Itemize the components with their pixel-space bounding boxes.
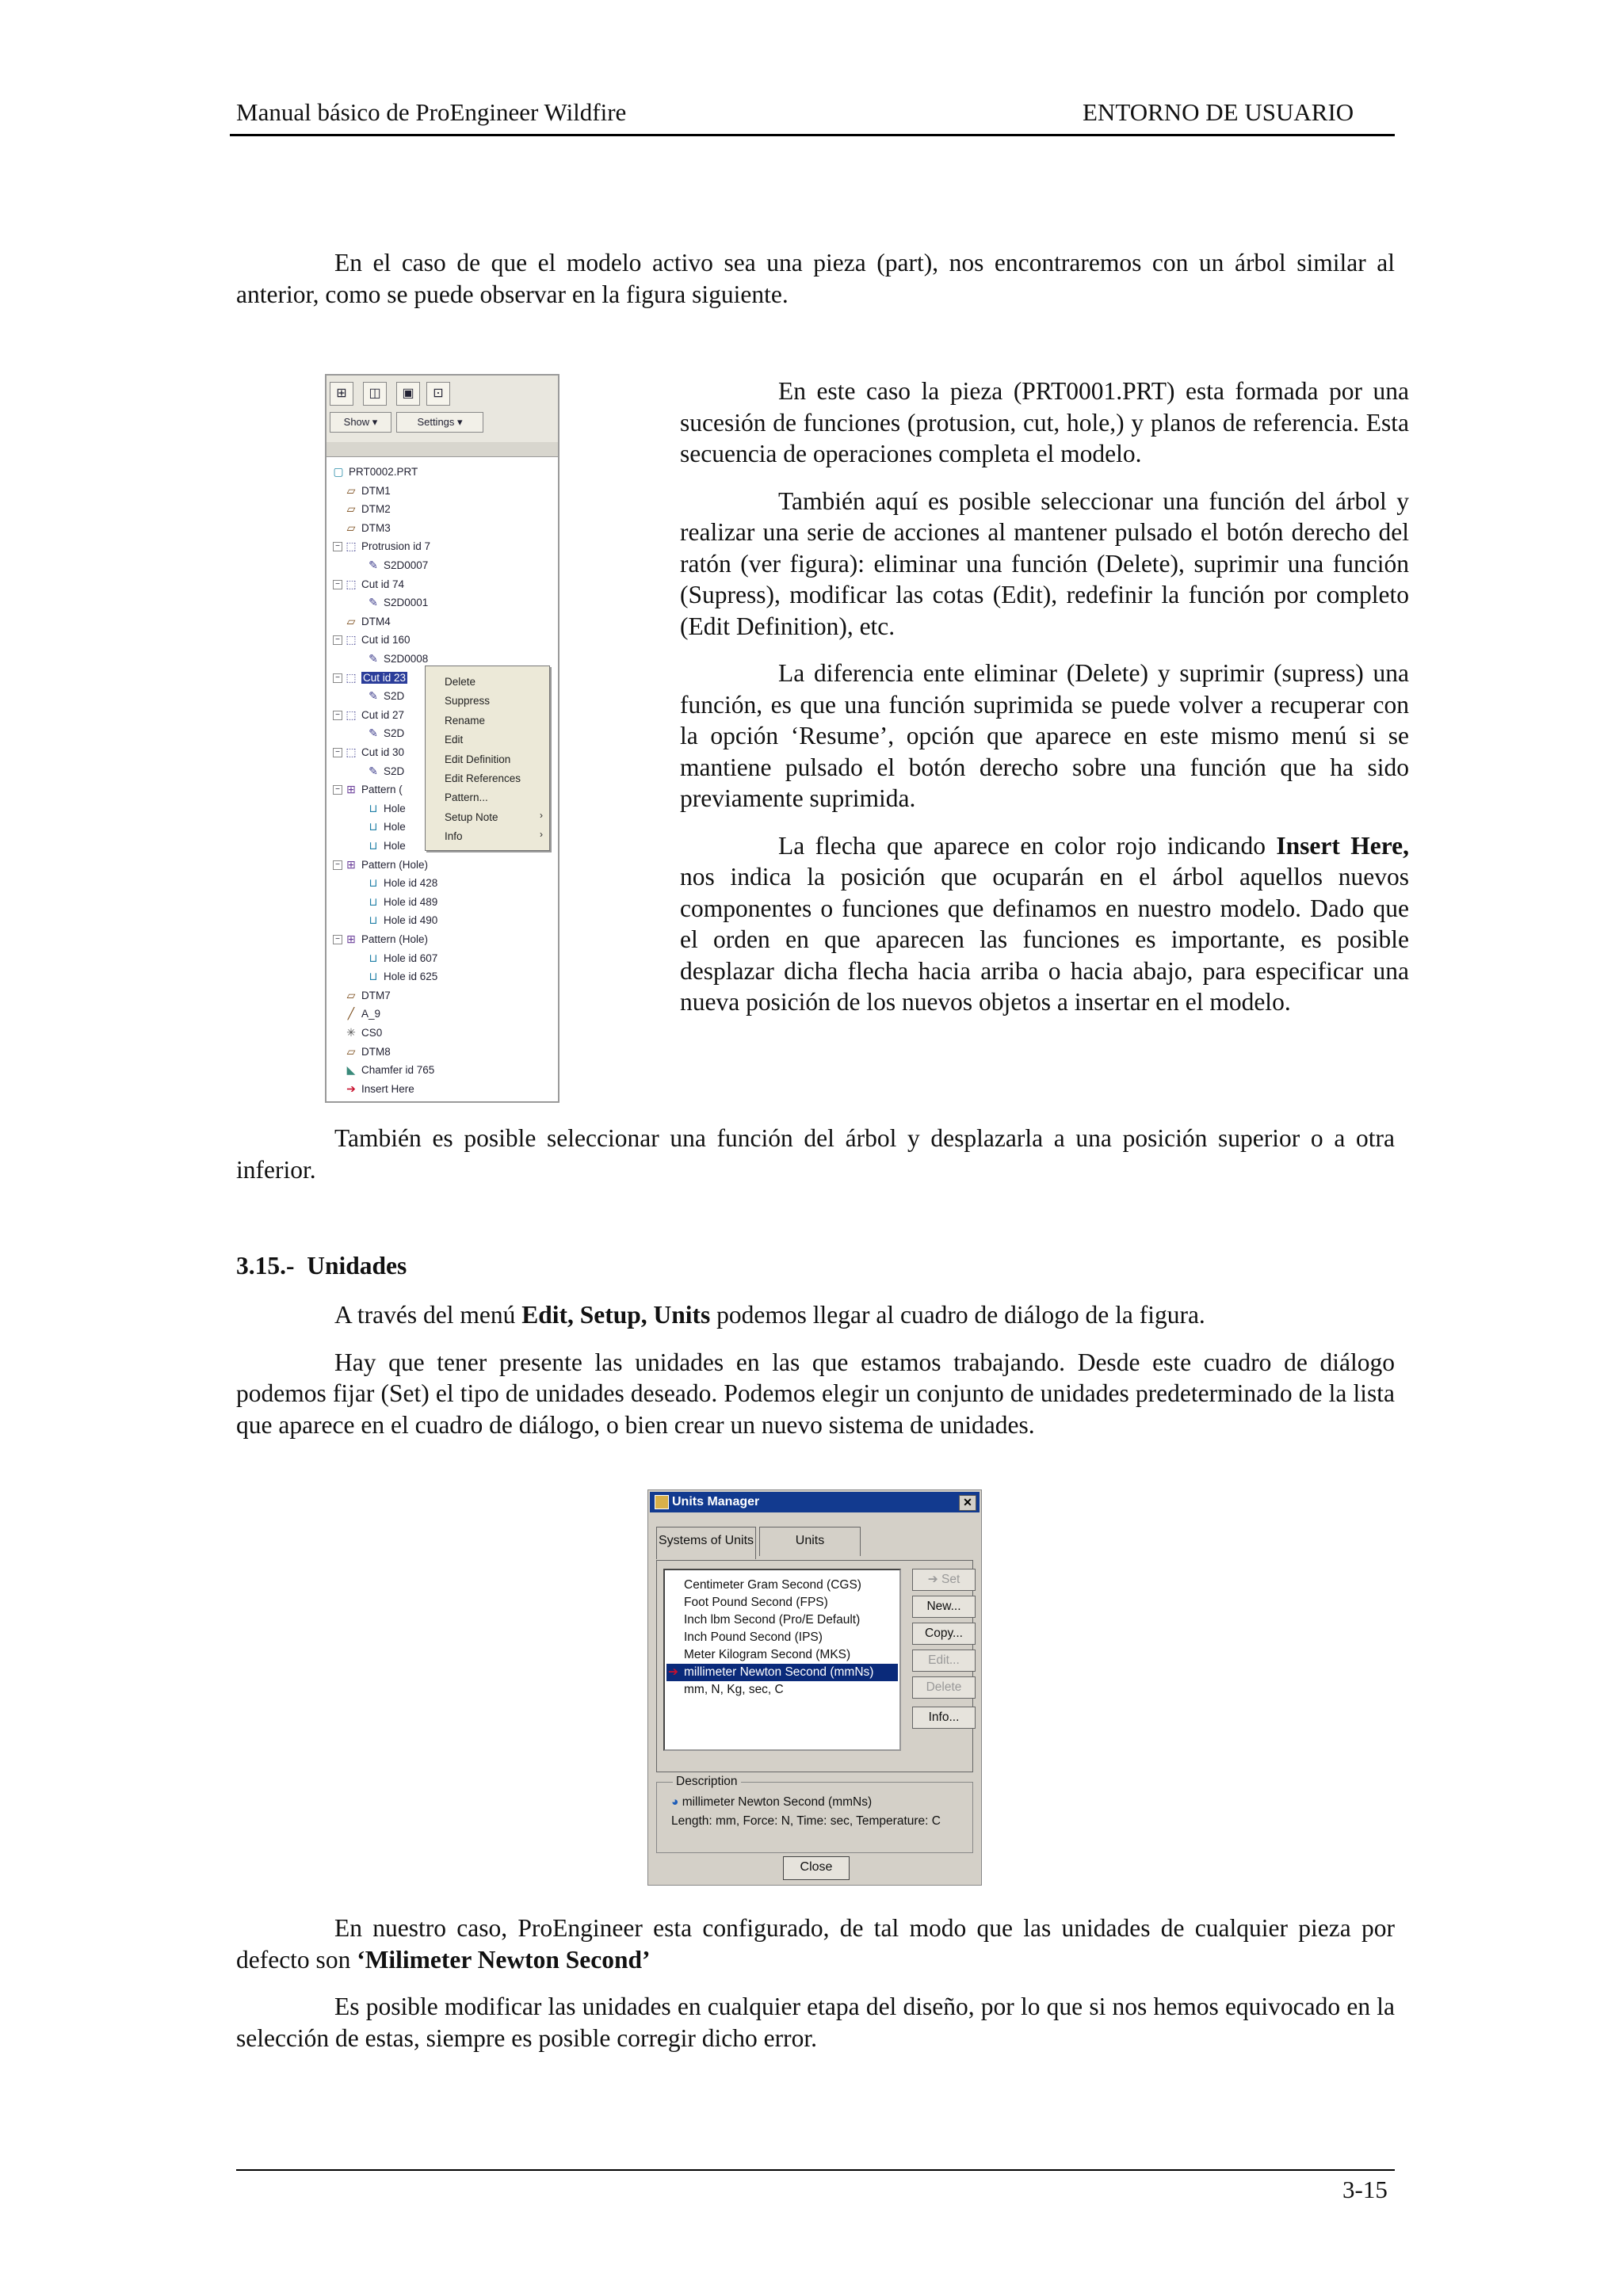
tree-item-label: S2D0001 <box>384 597 429 609</box>
filter-icon[interactable]: ⊡ <box>426 382 450 406</box>
tree-item[interactable] <box>366 874 437 891</box>
cut-icon: ⬚ <box>346 746 357 758</box>
button-label: Copy... <box>925 1627 963 1640</box>
tree-item-label: Hole id 625 <box>384 971 438 983</box>
tree-item[interactable] <box>366 762 404 780</box>
units-system-label: Inch Pound Second (IPS) <box>684 1630 823 1644</box>
datum-plane-icon: ▱ <box>346 614 356 627</box>
delete-button[interactable] <box>912 1676 976 1699</box>
units-paragraph-1: A través del menú Edit, Setup, Units podemos llegar al cuadro de diálogo de la figura. <box>334 1301 1205 1329</box>
tree-item-label: Cut id 74 <box>361 578 405 590</box>
hole-icon: ⊔ <box>369 839 378 852</box>
copy-button[interactable] <box>912 1623 976 1645</box>
units-system-item[interactable] <box>666 1664 898 1681</box>
context-menu-item[interactable]: Setup Note <box>445 810 498 823</box>
systems-list[interactable] <box>663 1569 901 1751</box>
closing-text <box>236 1913 1395 2069</box>
cut-icon: ⬚ <box>346 633 357 646</box>
tree-item[interactable] <box>366 687 404 704</box>
tree-item[interactable] <box>344 986 391 1004</box>
side-paragraph-4: La flecha que aparece en color rojo indicando Insert Here, nos indica la posición que ocuparán en el árbol aquellos nuevos componentes o funciones que definamos en nuestro modelo. Dado que el orden en que aparecen las funciones es importante, es posible desplazar dicha flecha hacia arriba o hacia abajo, para especificar una nueva posición de los nuevos objetos a insertar en el modelo. <box>680 831 1409 1016</box>
expand-toggle-icon[interactable]: − <box>333 635 342 645</box>
chamfer-icon: ◣ <box>346 1063 356 1077</box>
new-button[interactable] <box>912 1596 976 1618</box>
tree-item[interactable] <box>344 1061 434 1078</box>
cut-icon: ⬚ <box>346 707 357 721</box>
submenu-arrow-icon: › <box>540 809 543 821</box>
units-system-item[interactable] <box>684 1611 860 1629</box>
add-column-icon[interactable]: ▣ <box>396 382 420 406</box>
expand-toggle-icon[interactable]: − <box>333 935 342 944</box>
units-system-label: millimeter Newton Second (mmNs) <box>684 1665 874 1679</box>
dialog-titlebar: Units Manager ✕ <box>650 1492 980 1512</box>
tree-item[interactable] <box>366 949 437 967</box>
expand-toggle-icon[interactable]: − <box>333 542 342 551</box>
expand-toggle-icon[interactable]: − <box>333 711 342 720</box>
button-label: Set <box>941 1573 960 1586</box>
tree-item[interactable] <box>331 463 418 480</box>
tree-item-label: Cut id 23 <box>363 671 407 684</box>
layers-icon[interactable]: ◫ <box>363 382 387 406</box>
expand-toggle-icon[interactable]: − <box>333 785 342 795</box>
app-icon <box>655 1495 669 1509</box>
header-right: ENTORNO DE USUARIO <box>1083 98 1354 126</box>
tree-item-label: Hole <box>384 802 406 814</box>
description-line-2: Length: mm, Force: N, Time: sec, Temperature: C <box>671 1814 941 1828</box>
cut-icon: ⬚ <box>346 670 357 684</box>
expand-toggle-icon[interactable]: − <box>333 860 342 870</box>
tree-item-label: Pattern (Hole) <box>361 858 429 871</box>
tree-item-label: Pattern (Hole) <box>361 933 429 945</box>
units-system-item[interactable] <box>684 1681 784 1699</box>
hole-icon: ⊔ <box>369 820 378 833</box>
units-system-label: mm, N, Kg, sec, C <box>684 1683 784 1696</box>
part-icon: ▢ <box>333 465 344 478</box>
units-system-item[interactable] <box>684 1577 861 1594</box>
sketch-icon: ✎ <box>369 596 378 609</box>
button-label: Delete <box>926 1680 962 1694</box>
hole-icon: ⊔ <box>369 970 378 983</box>
units-system-label: Meter Kilogram Second (MKS) <box>684 1648 851 1661</box>
tree-item[interactable] <box>366 724 404 742</box>
systems-panel <box>656 1560 973 1772</box>
tree-item-label: CS0 <box>361 1027 383 1039</box>
pattern-icon: ⊞ <box>346 933 356 945</box>
units-paragraph-2: Hay que tener presente las unidades en las que estamos trabajando. Desde este cuadro de diálogo podemos fijar (Set) el tipo de unidades deseado. Podemos elegir un conjunto de unidades predeterminado de la lista que aparece en el cuadro de diálogo, o bien crear un nuevo sistema de unidades. <box>236 1348 1395 1439</box>
tree-item[interactable] <box>344 500 391 517</box>
set-button[interactable] <box>912 1569 976 1591</box>
close-button[interactable]: Close <box>783 1856 850 1880</box>
pattern-icon: ⊞ <box>346 783 356 796</box>
units-text <box>236 1299 1395 1456</box>
tree-toolbar <box>327 376 558 442</box>
sketch-icon: ✎ <box>369 559 378 571</box>
tree-item-label: S2D0008 <box>384 653 429 665</box>
tree-item-label: S2D0007 <box>384 559 429 571</box>
tree-item[interactable] <box>344 575 404 593</box>
tree-item-label: DTM4 <box>361 615 391 627</box>
tree-item[interactable] <box>344 780 403 798</box>
globe-icon: ◕ <box>671 1795 679 1809</box>
expand-toggle-icon[interactable]: − <box>333 673 342 683</box>
header-rule <box>230 134 1395 136</box>
tree-item-label: DTM3 <box>361 521 391 534</box>
tree-item[interactable] <box>344 1043 391 1060</box>
tree-item-label: Hole id 428 <box>384 877 438 890</box>
tree-item[interactable] <box>344 856 428 873</box>
tree-item-label: DTM2 <box>361 503 391 516</box>
button-label: New... <box>926 1600 961 1613</box>
units-system-item[interactable] <box>684 1646 850 1664</box>
tree-item[interactable] <box>366 593 428 611</box>
tree-item-label: Hole id 607 <box>384 952 438 964</box>
context-menu <box>425 666 550 851</box>
units-system-item[interactable] <box>684 1594 828 1611</box>
section-heading: 3.15.- Unidades <box>236 1252 407 1280</box>
info-button[interactable] <box>912 1707 976 1729</box>
protrusion-icon: ⬚ <box>346 540 357 553</box>
sketch-icon: ✎ <box>369 689 378 703</box>
sketch-icon: ✎ <box>369 727 378 740</box>
closing-paragraph-2: Es posible modificar las unidades en cualquier etapa del diseño, por lo que si nos hemos equivocado en la selección de estas, siempre es posible corregir dicho error. <box>236 1993 1395 2052</box>
tree-item-label: Hole <box>384 821 406 833</box>
units-system-label: Inch lbm Second (Pro/E Default) <box>684 1613 861 1627</box>
tree-item[interactable] <box>344 1080 414 1097</box>
description-box <box>656 1775 973 1853</box>
tree-item-label: Hole id 489 <box>384 895 438 908</box>
side-paragraph-1: En este caso la pieza (PRT0001.PRT) esta formada por una sucesión de funciones (protusion, cut, hole,) y planos de referencia. Esta secuencia de operaciones completa el modelo. <box>680 377 1409 467</box>
tree-item[interactable] <box>366 556 428 574</box>
tree-item-label: Insert Here <box>361 1082 414 1095</box>
tree-item-label: Hole <box>384 840 406 852</box>
context-menu-item[interactable]: Pattern... <box>445 791 488 804</box>
tree-item[interactable] <box>344 612 391 630</box>
tree-item[interactable] <box>366 837 406 854</box>
tree-item[interactable] <box>344 706 404 723</box>
tree-item[interactable] <box>344 1005 380 1022</box>
tree-item-label: Hole id 490 <box>384 914 438 927</box>
side-paragraph-2: También aquí es posible seleccionar una función del árbol y realizar una serie de acciones al mantener pulsado el botón derecho del ratón (ver figura): eliminar una función (Delete), suprimir una función (Supress), modificar las cotas (Edit), redefinir la función por completo (Edit Definition), etc. <box>680 486 1409 640</box>
side-text <box>680 376 1409 1034</box>
tree-item-label: DTM8 <box>361 1045 391 1058</box>
edit-button[interactable] <box>912 1650 976 1672</box>
tree-item[interactable] <box>366 650 428 667</box>
tree-item-label: Cut id 30 <box>361 746 405 758</box>
tree-item-label: Protrusion id 7 <box>361 540 431 553</box>
tab-systems-of-units[interactable]: Systems of Units <box>656 1527 756 1559</box>
hole-icon: ⊔ <box>369 876 378 890</box>
intro-paragraph: En el caso de que el modelo activo sea una pieza (part), nos encontraremos con un árbol similar al anterior, como se puede observar en la figura siguiente. <box>236 249 1395 308</box>
tab-units[interactable]: Units <box>759 1527 861 1556</box>
units-system-label: Centimeter Gram Second (CGS) <box>684 1578 861 1592</box>
tree-item-label: DTM1 <box>361 484 391 497</box>
tree-item[interactable] <box>366 799 406 817</box>
tree-item[interactable] <box>366 818 406 835</box>
button-label: Info... <box>928 1711 960 1724</box>
tree-item[interactable] <box>344 1024 382 1041</box>
page-number: 3-15 <box>1342 2176 1388 2203</box>
cut-icon: ⬚ <box>346 577 357 590</box>
submenu-arrow-icon: › <box>540 829 543 841</box>
footer-rule <box>236 2169 1395 2171</box>
tree-item-label: Cut id 160 <box>361 634 411 646</box>
tree-item-label: S2D <box>384 727 405 740</box>
tree-item[interactable] <box>366 911 437 929</box>
context-menu-item[interactable]: Info <box>445 830 463 843</box>
show-button[interactable]: Show ▾ <box>330 412 391 433</box>
expand-toggle-icon[interactable]: − <box>333 580 342 589</box>
tree-item[interactable] <box>344 669 407 686</box>
hole-icon: ⊔ <box>369 913 378 927</box>
tree-item[interactable] <box>344 631 411 648</box>
close-icon[interactable]: ✕ <box>959 1495 976 1511</box>
tree-item[interactable] <box>344 482 391 499</box>
pattern-icon: ⊞ <box>346 857 356 871</box>
settings-button[interactable]: Settings ▾ <box>396 412 483 433</box>
tree-item[interactable] <box>366 893 437 910</box>
set-arrow-icon: ➔ <box>927 1573 942 1586</box>
context-menu-item[interactable]: Edit References <box>445 772 521 784</box>
context-menu-item[interactable]: Delete <box>445 676 476 688</box>
tree-item[interactable] <box>344 930 428 948</box>
datum-plane-icon: ▱ <box>346 502 356 516</box>
context-menu-item[interactable]: Rename <box>445 714 486 727</box>
button-label: Edit... <box>928 1653 960 1667</box>
tree-item-label: S2D <box>384 765 405 777</box>
tree-item[interactable] <box>344 743 404 761</box>
csys-icon: ✳ <box>346 1026 356 1039</box>
tree-item-label: Pattern ( <box>361 784 403 796</box>
units-manager-dialog <box>647 1489 982 1886</box>
tree-item-label: A_9 <box>361 1008 381 1020</box>
axis-icon: ╱ <box>347 1007 355 1020</box>
units-system-label: Foot Pound Second (FPS) <box>684 1596 828 1609</box>
tree-item-label: Cut id 27 <box>361 708 405 721</box>
description-line-1: ◕ millimeter Newton Second (mmNs) <box>671 1795 873 1809</box>
header-left: Manual básico de ProEngineer Wildfire <box>236 98 627 126</box>
tree-item-label: S2D <box>384 690 405 703</box>
tree-column-strip <box>327 442 558 457</box>
context-menu-item[interactable]: Edit <box>445 734 464 746</box>
description-label: Description <box>673 1775 741 1789</box>
tree-item[interactable] <box>366 967 437 985</box>
after-tree-paragraph: También es posible seleccionar una función del árbol y desplazarla a una posición superior o a otra inferior. <box>236 1124 1395 1184</box>
tree-view-icon[interactable]: ⊞ <box>330 382 353 406</box>
tree-item-label: Chamfer id 765 <box>361 1064 435 1077</box>
tree-item[interactable] <box>344 537 430 555</box>
closing-paragraph-1: En nuestro caso, ProEngineer esta configurado, de tal modo que las unidades de cualquier pieza por defecto son ‘Milimeter Newton Second’ <box>236 1914 1395 1974</box>
datum-plane-icon: ▱ <box>346 483 356 497</box>
datum-plane-icon: ▱ <box>346 521 356 534</box>
sketch-icon: ✎ <box>369 764 378 777</box>
current-system-arrow-icon: ➔ <box>668 1665 678 1679</box>
units-system-item[interactable] <box>684 1629 823 1646</box>
tree-item[interactable] <box>344 519 391 536</box>
tree-item-label: PRT0002.PRT <box>349 466 418 478</box>
side-paragraph-3: La diferencia ente eliminar (Delete) y suprimir (supress) una función, es que una función suprimida se puede volver a recuperar con la opción ‘Resume’, opción que aparece en este mismo menú si se mantiene pulsado el botón derecho sobre una función que ha sido previamente suprimida. <box>680 659 1409 812</box>
hole-icon: ⊔ <box>369 951 378 964</box>
datum-plane-icon: ▱ <box>346 1044 356 1058</box>
insert-arrow-icon: ➔ <box>346 1081 356 1095</box>
hole-icon: ⊔ <box>369 801 378 814</box>
hole-icon: ⊔ <box>369 894 378 908</box>
sketch-icon: ✎ <box>369 652 378 665</box>
datum-plane-icon: ▱ <box>346 988 356 1001</box>
context-menu-item[interactable]: Suppress <box>445 695 491 707</box>
expand-toggle-icon[interactable]: − <box>333 748 342 757</box>
tree-item-label: DTM7 <box>361 989 391 1001</box>
context-menu-item[interactable]: Edit Definition <box>445 753 511 765</box>
